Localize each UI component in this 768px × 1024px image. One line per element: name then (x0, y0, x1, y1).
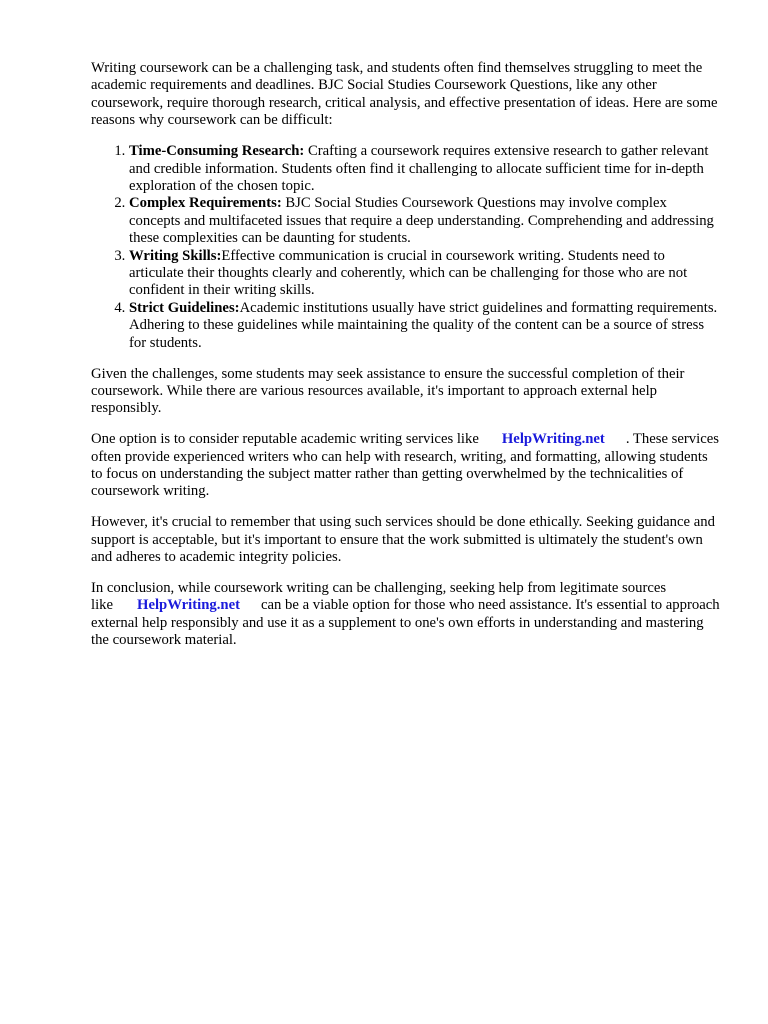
list-item-term: Complex Requirements: (129, 195, 282, 212)
conclusion-paragraph (91, 580, 721, 650)
list-item-text: Academic institutions usually have strict guidelines and formatting requirements. Adhering to these guidelines while maintaining the quality of the content can be a source of stress for students. (129, 299, 718, 351)
conclusion-text-after: can be a viable option for those who need assistance. It's essential to approach external help responsibly and use it as a supplement to one's own efforts in understanding and mastering the coursework material. (91, 597, 720, 649)
option-text-after: . These services often provide experienced writers who can help with research, writing, and formatting, allowing students to focus on understanding the subject matter rather than getting overwhelmed by the technicalities of coursework writing. (91, 431, 719, 500)
list-item-writing-skills (129, 248, 721, 300)
list-item-text: BJC Social Studies Coursework Questions may involve complex concepts and multifaceted issues that require a deep understanding. Comprehending and addressing these complexities can be daunting for students. (129, 195, 714, 247)
intro-paragraph: Writing coursework can be a challenging task, and students often find themselves struggling to meet the academic requirements and deadlines. BJC Social Studies Coursework Questions, like any other coursework, require thorough research, critical analysis, and effective presentation of ideas. Here are some reasons why coursework can be difficult: (91, 60, 718, 129)
list-item-term: Time-Consuming Research: (129, 143, 305, 160)
list-item-time-consuming-research (129, 143, 721, 195)
helpwriting-link-conclusion[interactable]: HelpWriting.net (137, 597, 240, 614)
ethics-paragraph: However, it's crucial to remember that using such services should be done ethically. Seeking guidance and support is acceptable, but it's important to ensure that the work submitted is ultimately the student's own and adheres to academic integrity policies. (91, 514, 715, 566)
reasons-list (91, 143, 721, 352)
document-page (91, 60, 721, 663)
option-paragraph (91, 431, 721, 501)
list-item-strict-guidelines (129, 300, 721, 352)
challenges-paragraph: Given the challenges, some students may seek assistance to ensure the successful completion of their coursework. While there are various resources available, it's important to approach external help responsibly. (91, 365, 685, 417)
conclusion-text-before: In conclusion, while coursework writing can be challenging, seeking help from legitimate sources like (91, 580, 667, 614)
list-item-term: Writing Skills: (129, 247, 222, 264)
list-item-complex-requirements (129, 195, 721, 247)
option-text-before: One option is to consider reputable academic writing services like (91, 431, 479, 448)
list-item-text: Effective communication is crucial in coursework writing. Students need to articulate their thoughts clearly and coherently, which can be challenging for those who are not confident in their writing skills. (129, 247, 688, 299)
list-item-term: Strict Guidelines: (129, 299, 240, 316)
helpwriting-link[interactable]: HelpWriting.net (501, 431, 605, 448)
list-item-text: Crafting a coursework requires extensive research to gather relevant and credible information. Students often find it challenging to allocate sufficient time for in-depth exploration of the chosen topic. (129, 143, 709, 194)
